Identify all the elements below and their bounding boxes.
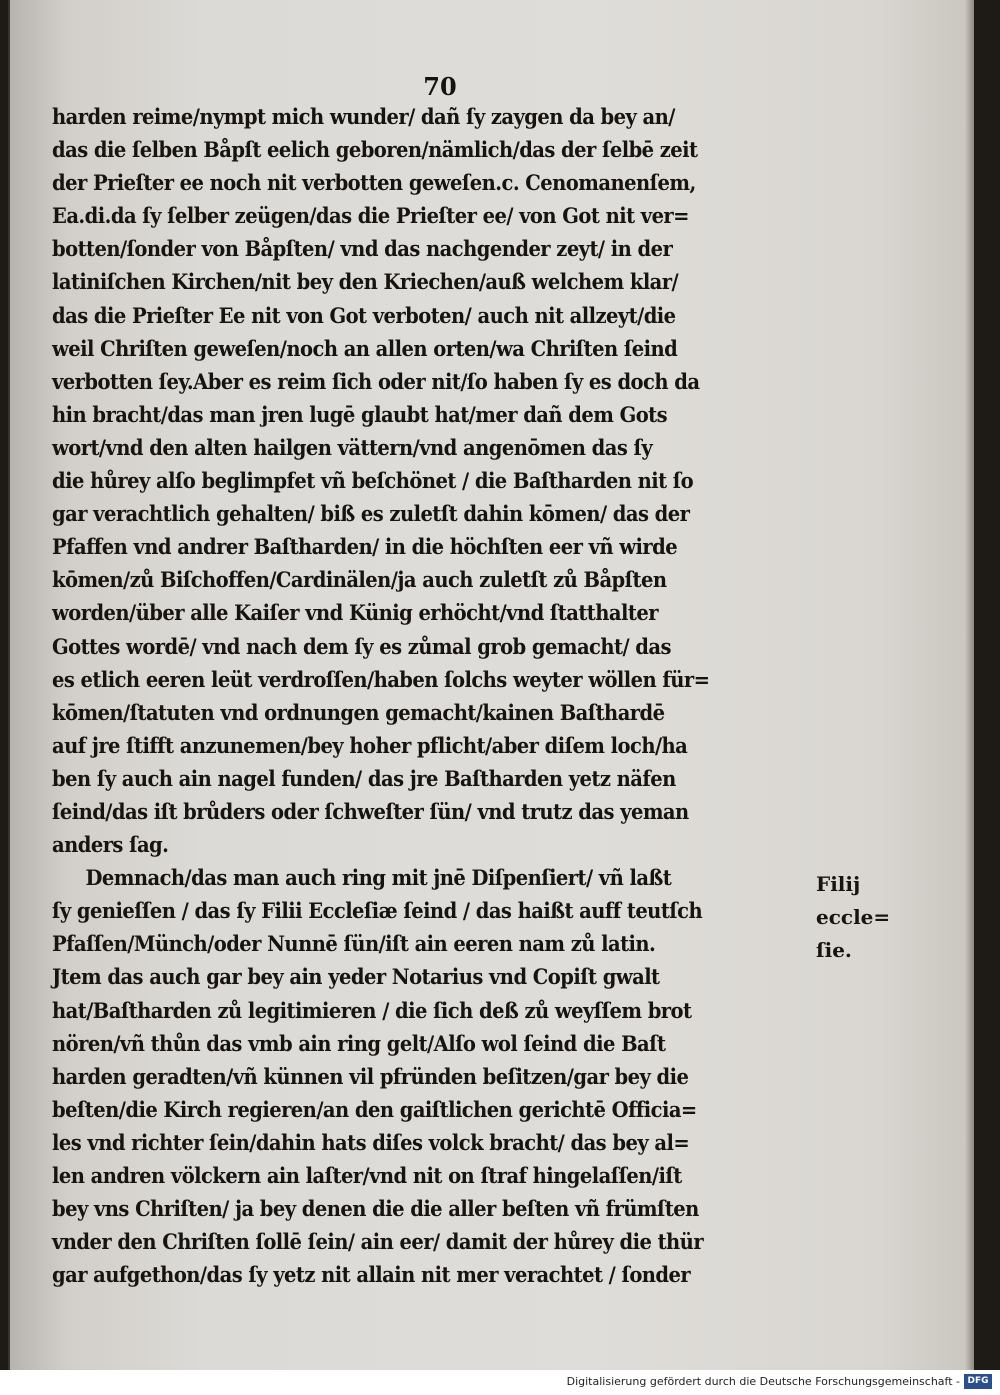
text-line: hin bracht/das man jren lugē glaubt hat/mer dañ dem Gots	[52, 401, 668, 427]
text-line: latiniſchen Kirchen/nit bey den Kriechen/auß welchem klar/	[52, 269, 679, 295]
text-line: der Prieſter ee noch nit verbotten geweſen.c. Cenomanenſem,	[52, 170, 696, 196]
text-line: Jtem das auch gar bey ain yeder Notarius vnd Copiſt gwalt	[52, 964, 660, 990]
text-line: Pfaffen vnd andrer Baſtharden/ in die höchſten eer vñ wirde	[52, 534, 678, 560]
funding-notice: Digitalisierung gefördert durch die Deutsche Forschungsgemeinschaft -	[566, 1375, 960, 1388]
text-line: bey vns Chriſten/ ja bey denen die die aller beſten vñ frümſten	[52, 1196, 699, 1222]
text-line: die hůrey alſo beglimpfet vñ beſchönet / die Baſtharden nit ſo	[52, 468, 694, 494]
margin-note	[816, 868, 936, 967]
margin-note-line: Filij eccle=	[816, 872, 891, 929]
text-line: kōmen/ſtatuten vnd ordnungen gemacht/kainen Baſthardē	[52, 699, 665, 725]
text-line: Ea.di.da ſy ſelber zeügen/das die Prieſter ee/ von Got nit ver=	[52, 203, 689, 229]
text-line: les vnd richter ſein/dahin hats diſes volck bracht/ das bey al=	[52, 1129, 690, 1155]
footer-bar	[0, 1370, 1000, 1395]
margin-note-line: ſie.	[816, 938, 852, 962]
text-line: ben ſy auch ain nagel funden/ das jre Baſtharden yetz näfen	[52, 765, 676, 791]
page-edge-shadow	[964, 0, 974, 1370]
text-line: anders ſag.	[52, 832, 169, 858]
text-line: kōmen/zů Biſchoffen/Cardinälen/ja auch zuletſt zů Båpſten	[52, 567, 667, 593]
text-line: Pfaſſen/Münch/oder Nunnē ſün/iſt ain eeren nam zů latin.	[52, 931, 656, 957]
text-line: das die Prieſter Ee nit von Got verboten/ auch nit allzeyt/die	[52, 302, 676, 328]
dfg-logo: DFG	[964, 1374, 992, 1389]
text-line: verbotten ſey.Aber es reim ſich oder nit/ſo haben ſy es doch da	[52, 368, 700, 394]
text-line: das die ſelben Båpſt eelich geboren/nämlich/das der ſelbē zeit	[52, 137, 698, 163]
text-line: gar aufgethon/das ſy yetz nit allain nit mer verachtet / ſonder	[52, 1262, 691, 1288]
text-line: harden geradten/vñ künnen vil pfründen beſitzen/gar bey die	[52, 1063, 689, 1089]
text-line: es etlich eeren leüt verdroſſen/haben ſolchs weyter wöllen für=	[52, 666, 710, 692]
text-line: nören/vñ thůn das vmb ain ring gelt/Alſo wol ſeind die Baſt	[52, 1030, 666, 1056]
text-line: worden/über alle Kaiſer vnd Künig erhöcht/vnd ſtatthalter	[52, 600, 658, 626]
text-line: Demnach/das man auch ring mit jnē Diſpenſiert/ vñ laßt	[85, 865, 672, 891]
text-line: gar verachtlich gehalten/ biß es zuletſt dahin kōmen/ das der	[52, 501, 690, 527]
text-line: harden reime/nympt mich wunder/ dañ ſy zaygen da bey an/	[52, 104, 675, 129]
text-line: ſy genieſſen / das ſy Filii Eccleſiæ ſeind / das haißt auff teutſch	[52, 898, 703, 924]
text-line: hat/Baſtharden zů legitimieren / die ſich deß zů weyſſem brot	[52, 997, 692, 1023]
text-line: botten/ſonder von Båpſten/ vnd das nachgender zeyt/ in der	[52, 236, 673, 262]
text-line: weil Chriſten geweſen/noch an allen orten/wa Chriſten ſeind	[52, 335, 678, 361]
text-line: Gottes wordē/ vnd nach dem ſy es zůmal grob gemacht/ das	[52, 633, 671, 659]
text-line: vnder den Chriſten ſollē ſein/ ain eer/ damit der hůrey die thür	[52, 1229, 704, 1255]
text-line: ſeind/das iſt brůders oder ſchweſter ſün/ vnd trutz das yeman	[52, 798, 689, 824]
text-line: wort/vnd den alten hailgen vättern/vnd angenōmen das ſy	[52, 434, 653, 460]
page-number: 70	[423, 72, 457, 101]
text-line: beſten/die Kirch regieren/an den gaiſtlichen gerichtē Officia=	[52, 1096, 697, 1122]
text-line: len andren völckern ain laſter/vnd nit on ſtraf hingelaſſen/iſt	[52, 1163, 682, 1188]
text-line: auf jre ſtifft anzunemen/bey hoher pflicht/aber diſem loch/ha	[52, 732, 688, 758]
main-text-block	[52, 100, 759, 1291]
